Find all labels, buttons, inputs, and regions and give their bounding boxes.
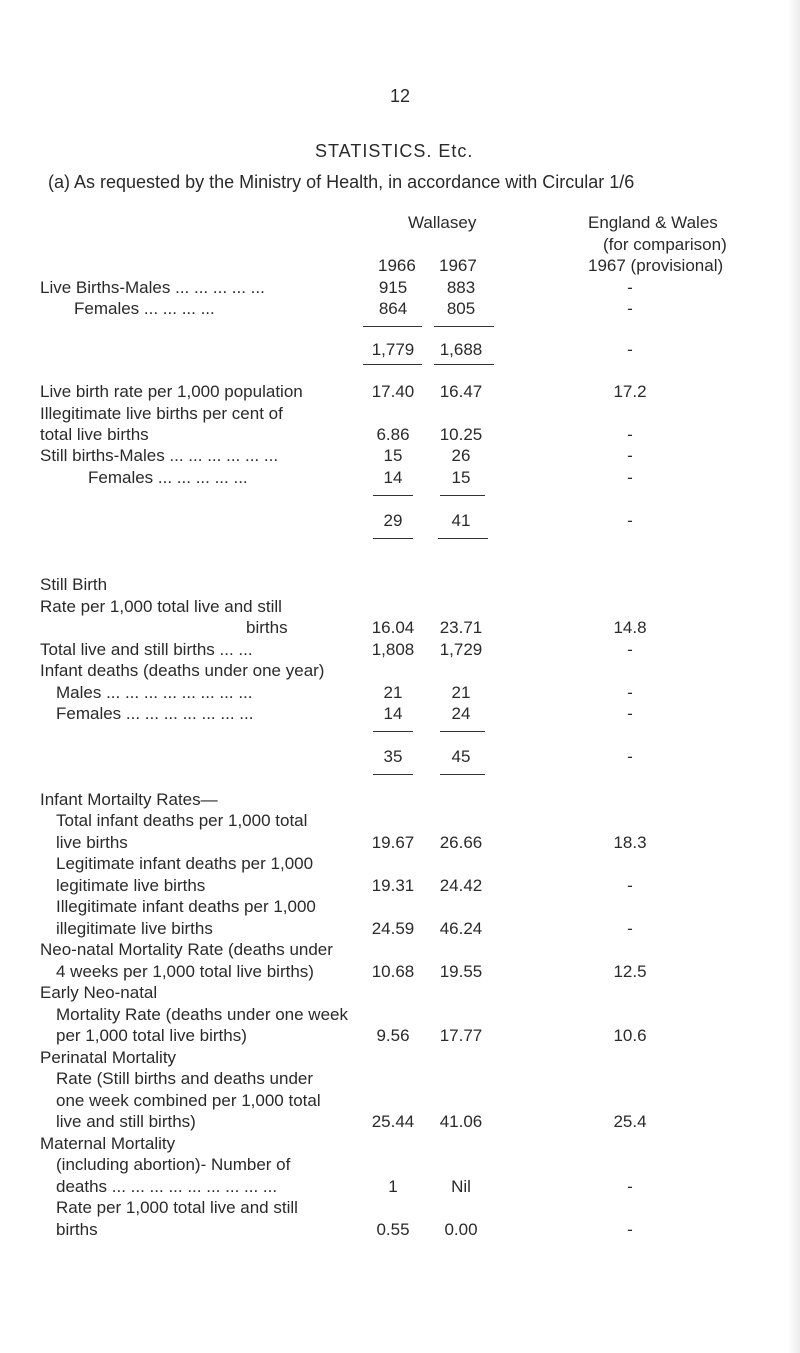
page-edge-shadow	[788, 0, 800, 1353]
row-label: births	[56, 1220, 98, 1239]
total-rule	[440, 774, 485, 775]
row-label: Males ... ... ... ... ... ... ... ...	[56, 683, 253, 702]
column-header-wallasey: Wallasey	[408, 213, 477, 232]
value-1966: 19.31	[371, 876, 415, 895]
value-england-wales: 18.3	[613, 833, 647, 852]
row-label: Total live and still births ... ...	[40, 640, 253, 659]
value-1967: 41	[451, 511, 471, 530]
page-title: STATISTICS. Etc.	[315, 141, 474, 161]
value-1967: 41.06	[439, 1112, 483, 1131]
value-1966: 16.04	[371, 618, 415, 637]
value-1966: 14	[383, 704, 403, 723]
row-label: Rate per 1,000 total live and still	[40, 597, 282, 616]
row-label: illegitimate live births	[56, 919, 213, 938]
value-england-wales: 14.8	[613, 618, 647, 637]
value-1966: 10.68	[371, 962, 415, 981]
value-1966: 1	[388, 1177, 398, 1196]
value-1967: 805	[446, 299, 476, 318]
row-label: Females ... ... ... ...	[74, 299, 215, 318]
value-england-wales: -	[627, 340, 633, 359]
row-label: live and still births)	[56, 1112, 196, 1131]
row-label: Females ... ... ... ... ... ... ...	[56, 704, 254, 723]
total-rule	[373, 495, 413, 496]
row-label: Still births-Males ... ... ... ... ... ...	[40, 446, 279, 465]
value-1966: 6.86	[376, 425, 410, 444]
row-label: Live Births-Males ... ... ... ... ...	[40, 278, 265, 297]
value-1967: 1,688	[439, 340, 483, 359]
value-1967: 21	[451, 683, 471, 702]
row-label: Still Birth	[40, 575, 108, 594]
page-number: 12	[390, 86, 411, 106]
row-label: Maternal Mortality	[40, 1134, 176, 1153]
value-england-wales: -	[627, 299, 633, 318]
total-rule	[440, 731, 485, 732]
total-rule	[373, 774, 413, 775]
column-header-england-wales: England & Wales	[588, 213, 718, 232]
value-england-wales: -	[627, 425, 633, 444]
column-header-1967: 1967	[439, 256, 477, 275]
value-1967: 26.66	[439, 833, 483, 852]
value-england-wales: 12.5	[613, 962, 647, 981]
value-1967: 10.25	[439, 425, 483, 444]
column-header-1967-provisional: 1967 (provisional)	[588, 256, 724, 275]
row-label: per 1,000 total live births)	[56, 1026, 247, 1045]
value-1967: 24	[451, 704, 471, 723]
value-1967: 1,729	[439, 640, 483, 659]
row-label: Infant Mortailty Rates—	[40, 790, 218, 809]
value-1966: 21	[383, 683, 403, 702]
value-1966: 0.55	[376, 1220, 410, 1239]
value-1966: 1,808	[371, 640, 415, 659]
value-1966: 35	[383, 747, 403, 766]
column-header-1966: 1966	[378, 256, 416, 275]
value-1966: 25.44	[371, 1112, 415, 1131]
row-label: Early Neo-natal	[40, 983, 158, 1002]
row-label: Infant deaths (deaths under one year)	[40, 661, 325, 680]
value-england-wales: 10.6	[613, 1026, 647, 1045]
value-1966: 14	[383, 468, 403, 487]
row-label: Perinatal Mortality	[40, 1048, 177, 1067]
value-england-wales: -	[627, 1177, 633, 1196]
value-england-wales: -	[627, 683, 633, 702]
row-label: Mortality Rate (deaths under one week	[56, 1005, 348, 1024]
total-rule	[434, 326, 494, 327]
row-label: deaths ... ... ... ... ... ... ... ... ...	[56, 1177, 278, 1196]
value-1967: 883	[446, 278, 476, 297]
total-rule	[373, 538, 413, 539]
value-england-wales: 17.2	[613, 382, 647, 401]
row-label: Illegitimate live births per cent of	[40, 404, 283, 423]
row-label: legitimate live births	[56, 876, 206, 895]
value-1966: 24.59	[371, 919, 415, 938]
row-label: Total infant deaths per 1,000 total	[56, 811, 308, 830]
value-1967: 46.24	[439, 919, 483, 938]
row-label: births	[246, 618, 288, 637]
column-header-for-comparison: (for comparison)	[603, 235, 727, 254]
value-1966: 19.67	[371, 833, 415, 852]
value-1966: 9.56	[376, 1026, 410, 1045]
value-1967: 0.00	[444, 1220, 478, 1239]
row-label: Neo-natal Mortality Rate (deaths under	[40, 940, 333, 959]
row-label: (including abortion)- Number of	[56, 1155, 291, 1174]
value-1967: 17.77	[439, 1026, 483, 1045]
row-label: total live births	[40, 425, 149, 444]
value-england-wales: -	[627, 468, 633, 487]
value-england-wales: -	[627, 511, 633, 530]
row-label: Legitimate infant deaths per 1,000	[56, 854, 314, 873]
value-1967: 16.47	[439, 382, 483, 401]
row-label: Females ... ... ... ... ...	[88, 468, 248, 487]
value-1966: 915	[378, 278, 408, 297]
value-1967: Nil	[451, 1177, 471, 1196]
value-england-wales: -	[627, 704, 633, 723]
value-1967: 26	[451, 446, 471, 465]
total-rule	[363, 326, 422, 327]
total-rule	[438, 538, 488, 539]
value-1966: 1,779	[371, 340, 415, 359]
row-label: Rate per 1,000 total live and still	[56, 1198, 298, 1217]
row-label: live births	[56, 833, 128, 852]
row-label: 4 weeks per 1,000 total live births)	[56, 962, 314, 981]
intro-text: (a) As requested by the Ministry of Health, in accordance with Circular 1/6	[48, 172, 635, 192]
value-england-wales: -	[627, 640, 633, 659]
row-label: Live birth rate per 1,000 population	[40, 382, 303, 401]
value-england-wales: -	[627, 919, 633, 938]
value-1966: 17.40	[371, 382, 415, 401]
total-rule	[440, 495, 485, 496]
row-label: Illegitimate infant deaths per 1,000	[56, 897, 316, 916]
value-1966: 29	[383, 511, 403, 530]
value-england-wales: -	[627, 278, 633, 297]
value-england-wales: 25.4	[613, 1112, 647, 1131]
value-1967: 23.71	[439, 618, 483, 637]
value-england-wales: -	[627, 446, 633, 465]
value-1967: 15	[451, 468, 471, 487]
total-rule	[434, 364, 494, 365]
value-1967: 19.55	[439, 962, 483, 981]
value-1967: 24.42	[439, 876, 483, 895]
total-rule	[373, 731, 413, 732]
value-1967: 45	[451, 747, 471, 766]
row-label: Rate (Still births and deaths under	[56, 1069, 314, 1088]
row-label: one week combined per 1,000 total	[56, 1091, 321, 1110]
value-england-wales: -	[627, 1220, 633, 1239]
total-rule	[363, 364, 422, 365]
value-1966: 15	[383, 446, 403, 465]
value-england-wales: -	[627, 876, 633, 895]
value-england-wales: -	[627, 747, 633, 766]
value-1966: 864	[378, 299, 408, 318]
